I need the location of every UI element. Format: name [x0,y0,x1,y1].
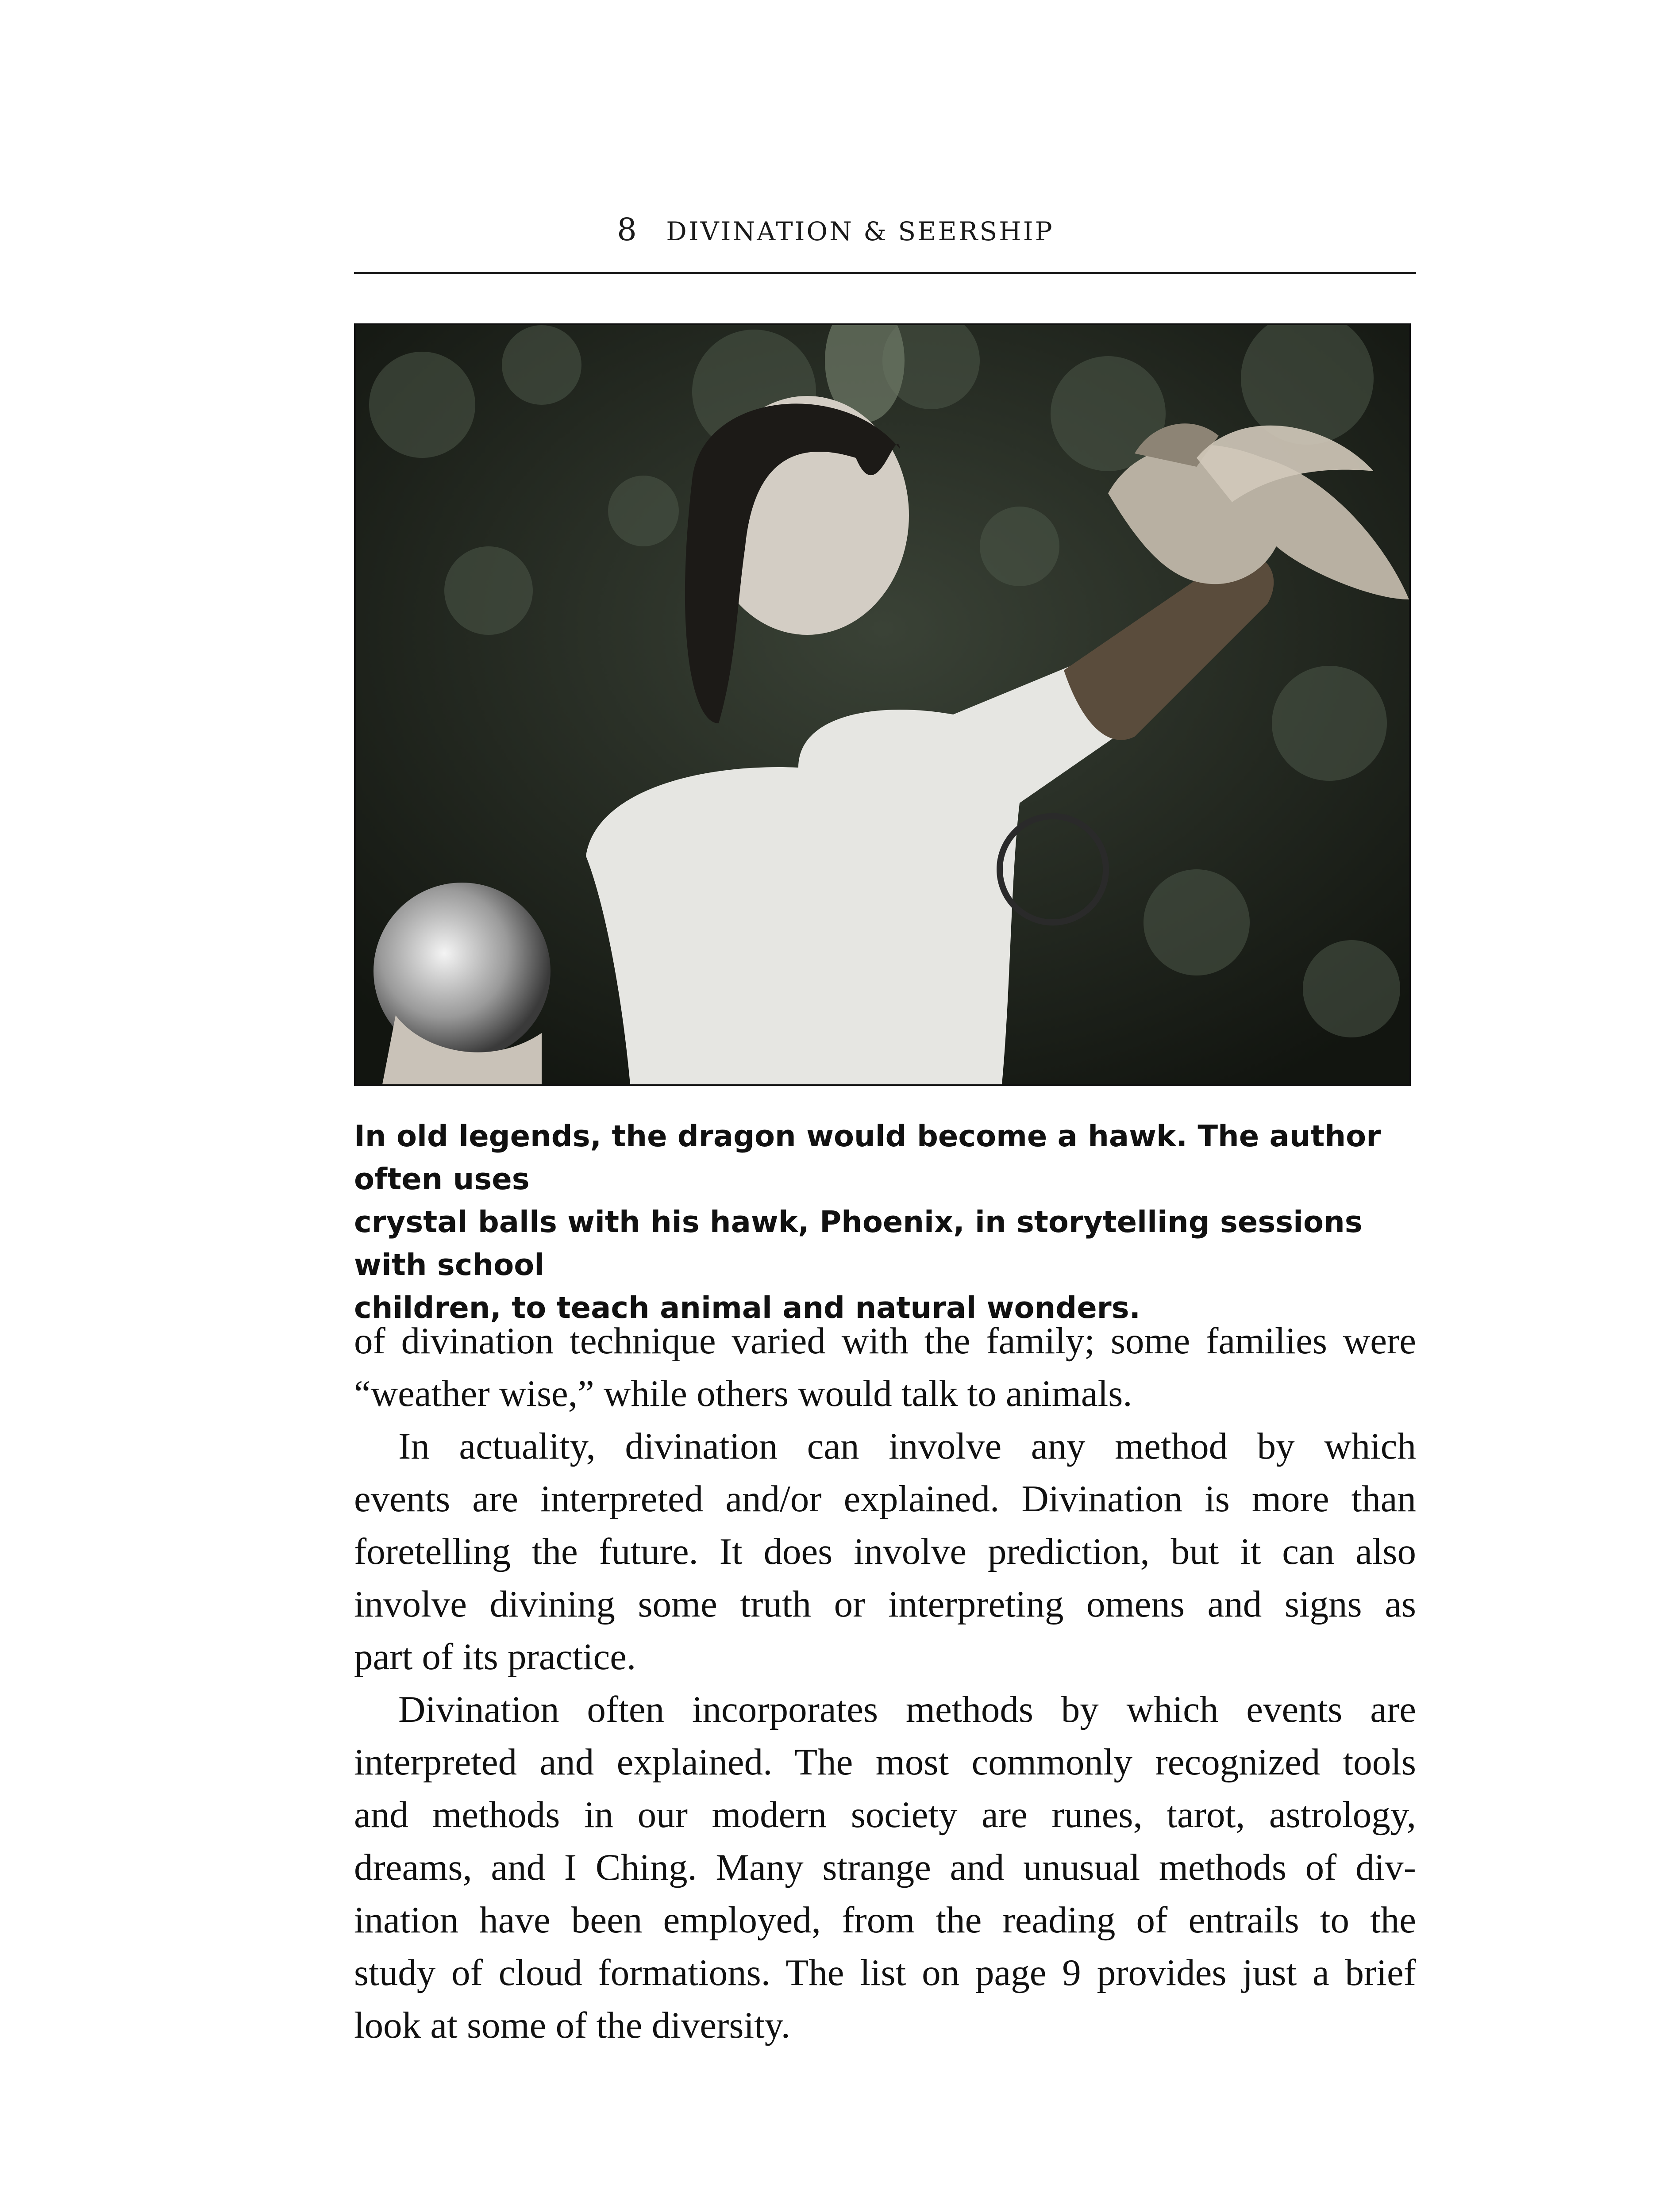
text-line: of divination technique varied with the family; some families were [354,1320,1416,1362]
paragraph-1 [354,1315,1416,1420]
text-line: In actuality, divination can involve any method by which [398,1425,1416,1467]
caption-line: crystal balls with his hawk, Phoenix, in storytelling sessions with school [354,1205,1363,1282]
text-line: part of its practice. [354,1636,636,1678]
caption-line: In old legends, the dragon would become a hawk. The author often uses [354,1119,1381,1196]
running-title: DIVINATION & SEERSHIP [666,216,1054,246]
text-line: and methods in our modern society are runes, tarot, astrology, [354,1794,1416,1836]
text-line: interpreted and explained. The most commonly recognized tools [354,1741,1416,1783]
body-text [354,1315,1416,2052]
running-header [0,211,1671,248]
text-line: look at some of the diversity. [354,2005,790,2046]
paragraph-2 [354,1420,1416,1683]
photo-illustration [356,325,1409,1084]
page-number: 8 [617,211,639,248]
text-line: Divination often incorporates methods by which events are [398,1689,1416,1730]
text-line: dreams, and I Ching. Many strange and unusual methods of div- [354,1847,1416,1888]
figure-caption [354,1115,1416,1329]
text-line: ination have been employed, from the reading of entrails to the [354,1899,1416,1941]
text-line: study of cloud formations. The list on page 9 provides just a brief [354,1952,1416,1993]
photo-man-with-hawk-and-crystal-ball [354,323,1411,1086]
header-rule [354,272,1416,274]
text-line: foretelling the future. It does involve prediction, but it can also [354,1531,1416,1572]
text-line: events are interpreted and/or explained. Divination is more than [354,1478,1416,1520]
caption-line: children, to teach animal and natural wonders. [354,1290,1141,1325]
paragraph-3 [354,1683,1416,2052]
text-line: involve divining some truth or interpreting omens and signs as [354,1583,1416,1625]
text-line: “weather wise,” while others would talk to animals. [354,1373,1132,1414]
